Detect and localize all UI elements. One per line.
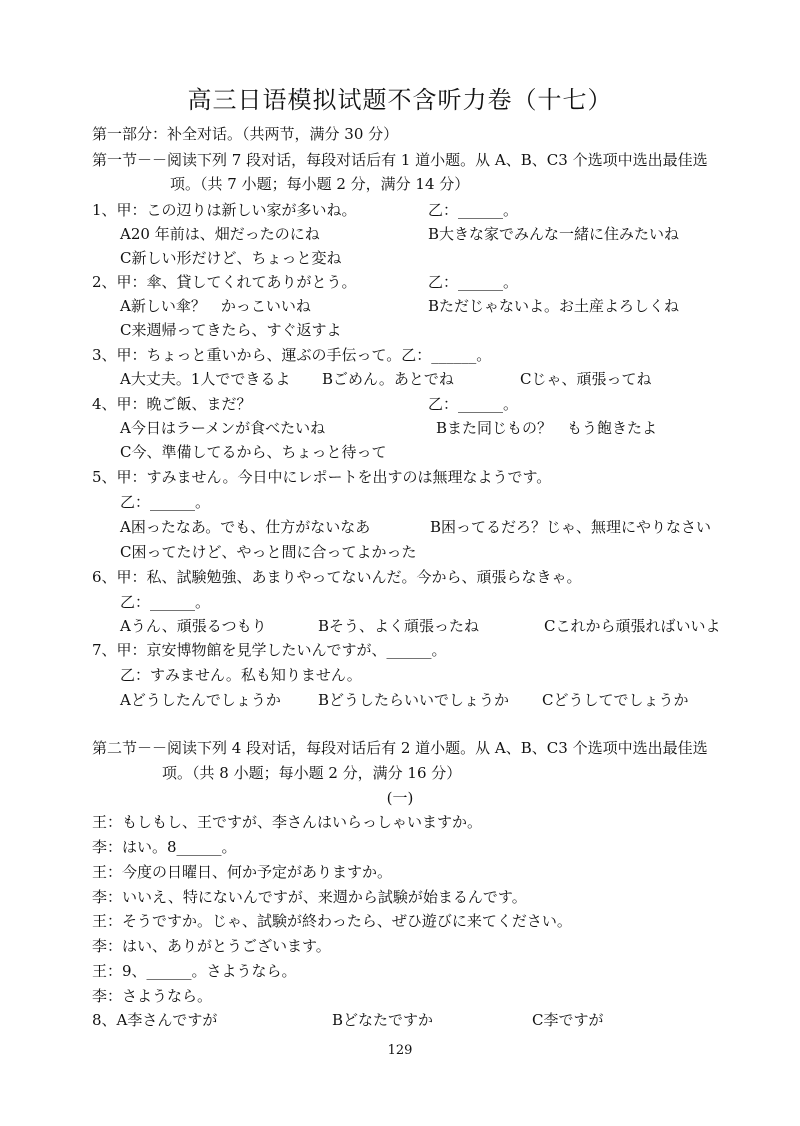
question-3-option-a: A大丈夫。1人でできるよ bbox=[120, 370, 291, 388]
question-6-option-a: Aうん、頑張るつもり bbox=[120, 617, 267, 635]
question-1-option-c: C新しい形だけど、ちょっと変ね bbox=[120, 249, 342, 267]
question-2-answer: 乙：______。 bbox=[428, 273, 519, 291]
dialogue-line-1: 王：もしもし、王ですが、李さんはいらっしゃいますか。 bbox=[92, 813, 483, 831]
question-4-option-a: A今日はラーメンが食べたいね bbox=[120, 419, 326, 437]
question-4-line: 4、甲：晩ご飯、まだ？ bbox=[92, 395, 252, 413]
question-1-answer: 乙：______。 bbox=[428, 201, 519, 219]
question-7-option-b: Bどうしたらいいでしょうか bbox=[318, 691, 510, 709]
question-6-option-b: Bそう、よく頑張ったね bbox=[318, 617, 480, 635]
question-3-line: 3、甲：ちょっと重いから、運ぶの手伝って。乙：______。 bbox=[92, 346, 492, 364]
question-2-option-c: C来週帰ってきたら、すぐ返すよ bbox=[120, 321, 342, 339]
section2-instruction-line1: 第二节－－阅读下列 4 段对话，每段对话后有 2 道小题。从 A、B、C3 个选项中选出最佳选 bbox=[92, 739, 708, 757]
dialogue-line-2: 李：はい。8______。 bbox=[92, 838, 237, 856]
question-6-option-c: Cこれから頑張ればいいよ bbox=[544, 617, 721, 635]
question-1-option-b: B大きな家でみんな一緒に住みたいね bbox=[428, 225, 680, 243]
question-2-line: 2、甲：傘、貸してくれてありがとう。 bbox=[92, 273, 357, 291]
question-3-option-b: Bごめん。あとでね bbox=[322, 370, 454, 388]
question-5-option-a: A困ったなあ。でも、仕方がないなあ bbox=[120, 518, 371, 536]
question-5-option-b: B困ってるだろ？じゃ、無理にやりなさい bbox=[430, 518, 712, 536]
question-1-line: 1、甲：この辺りは新しい家が多いね。 bbox=[92, 201, 357, 219]
question-2-option-a: A新しい傘？ かっこいいね bbox=[120, 297, 311, 315]
dialogue-line-8: 李：さようなら。 bbox=[92, 987, 213, 1005]
question-8-option-c: C李ですが bbox=[532, 1011, 604, 1029]
question-2-option-b: Bただじゃないよ。お土産よろしくね bbox=[428, 297, 680, 315]
question-1-option-a: A20 年前は、畑だったのにね bbox=[120, 225, 320, 243]
question-7-line: 7、甲：京安博物館を見学したいんですが、______。 bbox=[92, 641, 447, 659]
dialogue-line-3: 王：今度の日曜日、何か予定がありますか。 bbox=[92, 863, 393, 881]
question-7-option-c: Cどうしてでしょうか bbox=[542, 691, 689, 709]
question-8-option-b: Bどなたですか bbox=[332, 1011, 434, 1029]
question-6-answer: 乙：______。 bbox=[120, 593, 211, 611]
question-5-line: 5、甲：すみません。今日中にレポートを出すのは無理なようです。 bbox=[92, 468, 552, 486]
question-4-answer: 乙：______。 bbox=[428, 395, 519, 413]
page-number: 129 bbox=[387, 1043, 413, 1058]
dialogue-subheading: (一) bbox=[386, 789, 414, 807]
question-4-option-c: C今、準備してるから、ちょっと待って bbox=[120, 443, 387, 461]
question-5-option-c: C困ってたけど、やっと間に合ってよかった bbox=[120, 543, 417, 561]
part1-header: 第一部分：补全对话。（共两节，满分 30 分） bbox=[92, 125, 399, 143]
question-4-option-b: Bまた同じもの？ もう飽きたよ bbox=[436, 419, 658, 437]
dialogue-line-6: 李：はい、ありがとうございます。 bbox=[92, 937, 331, 955]
question-8-line: 8、A李さんですが bbox=[92, 1011, 218, 1029]
section1-instruction-line2: 项。（共 7 小题；每小题 2 分，满分 14 分） bbox=[170, 175, 470, 193]
question-5-answer: 乙：______。 bbox=[120, 493, 211, 511]
dialogue-line-7: 王：9、______。さようなら。 bbox=[92, 962, 297, 980]
question-3-option-c: Cじゃ、頑張ってね bbox=[520, 370, 652, 388]
dialogue-line-4: 李：いいえ、特にないんですが、来週から試験が始まるんです。 bbox=[92, 888, 527, 906]
question-6-line: 6、甲：私、試験勉強、あまりやってないんだ。今から、頑張らなきゃ。 bbox=[92, 568, 582, 586]
question-7-answer: 乙：すみません。私も知りません。 bbox=[120, 666, 362, 684]
section1-instruction-line1: 第一节－－阅读下列 7 段对话，每段对话后有 1 道小题。从 A、B、C3 个选项中选出最佳选 bbox=[92, 151, 708, 169]
page-title: 高三日语模拟试题不含听力卷（十七） bbox=[187, 86, 613, 114]
dialogue-line-5: 王：そうですか。じゃ、試験が終わったら、ぜひ遊びに来てください。 bbox=[92, 912, 572, 930]
section2-instruction-line2: 项。（共 8 小题；每小题 2 分，满分 16 分） bbox=[162, 764, 462, 782]
question-7-option-a: Aどうしたんでしょうか bbox=[120, 691, 281, 709]
